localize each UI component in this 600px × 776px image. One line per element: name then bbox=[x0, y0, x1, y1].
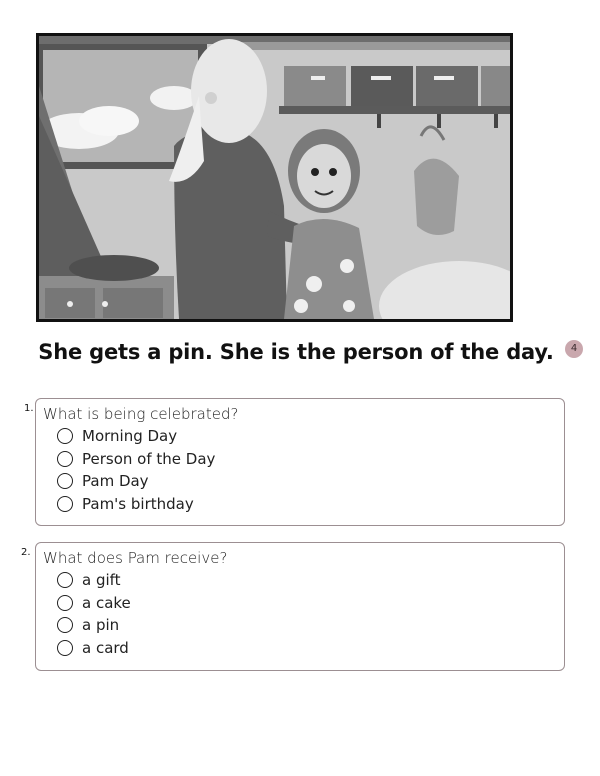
radio-button[interactable] bbox=[57, 473, 73, 489]
question-1-text: What is being celebrated? bbox=[43, 405, 239, 423]
question-2-option-b[interactable] bbox=[57, 592, 558, 615]
story-illustration bbox=[36, 33, 513, 322]
question-2-option-c[interactable] bbox=[57, 614, 558, 637]
option-label: Pam's birthday bbox=[82, 494, 194, 513]
option-label: a gift bbox=[82, 571, 121, 590]
option-label: a card bbox=[82, 638, 129, 657]
radio-button[interactable] bbox=[57, 496, 73, 512]
story-sentence bbox=[0, 340, 600, 364]
question-1-option-a[interactable] bbox=[57, 425, 558, 448]
radio-button[interactable] bbox=[57, 428, 73, 444]
question-1-option-b[interactable] bbox=[57, 448, 558, 471]
question-1-box bbox=[35, 398, 565, 526]
question-2-text: What does Pam receive? bbox=[43, 549, 228, 567]
question-2-option-d[interactable] bbox=[57, 637, 558, 660]
radio-button[interactable] bbox=[57, 572, 73, 588]
option-label: a pin bbox=[82, 616, 120, 635]
question-2-box bbox=[35, 542, 565, 671]
question-1-option-c[interactable] bbox=[57, 470, 558, 493]
question-2-option-a[interactable] bbox=[57, 569, 558, 592]
question-1-option-d[interactable] bbox=[57, 493, 558, 516]
radio-button[interactable] bbox=[57, 451, 73, 467]
story-sentence-text: She gets a pin. She is the person of the day. bbox=[38, 340, 554, 364]
classroom-illustration-icon bbox=[39, 36, 510, 319]
question-2-number: 2. bbox=[21, 547, 31, 558]
radio-button[interactable] bbox=[57, 640, 73, 656]
option-label: Person of the Day bbox=[82, 449, 216, 468]
option-label: Pam Day bbox=[82, 472, 149, 491]
option-label: a cake bbox=[82, 593, 131, 612]
radio-button[interactable] bbox=[57, 617, 73, 633]
radio-button[interactable] bbox=[57, 595, 73, 611]
page-number-badge: 4 bbox=[565, 340, 583, 358]
question-1-number: 1. bbox=[24, 403, 34, 414]
option-label: Morning Day bbox=[82, 427, 178, 446]
